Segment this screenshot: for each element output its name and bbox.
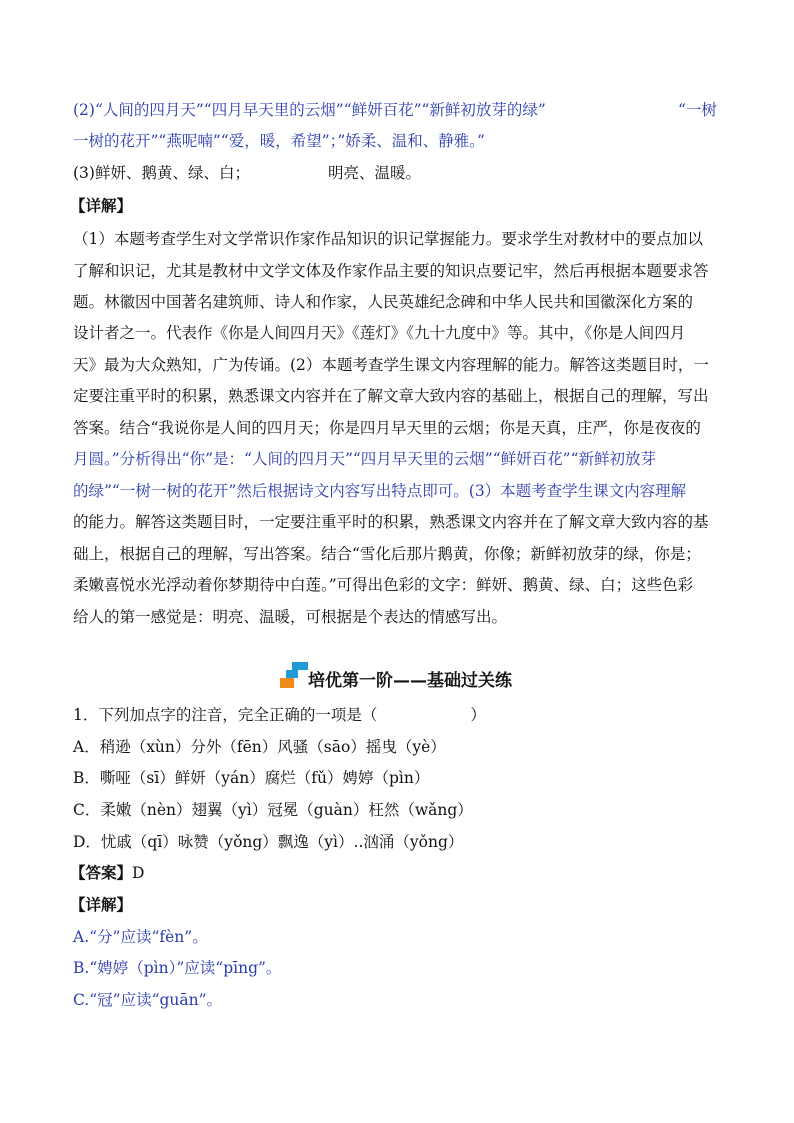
question-stem: 1．下列加点字的注音，完全正确的一项是（ ） <box>73 706 486 724</box>
answer-row <box>70 863 730 883</box>
detail-line-5: 天》最为大众熟知，广为传诵。(2）本题考查学生课文内容理解的能力。解答这类题目时，一 <box>73 356 709 374</box>
option-c: C．柔嫩（nèn）翅翼（yì）冠冕（guàn）枉然（wǎng） <box>73 801 473 819</box>
detail-line-13: 给人的第一感觉是：明亮、温暖，可根据是个表达的情感写出。 <box>73 608 508 626</box>
answer-3-colors: (3)鲜妍、鹅黄、绿、白； <box>73 164 250 182</box>
detail-line-9: 的绿”“一树一树的花开”然后根据诗文内容写出特点即可。(3）本题考查学生课文内容理解 <box>73 482 687 500</box>
answer-2-line-1-tail: “一树 <box>678 101 717 119</box>
detail-line-4: 设计者之一。代表作《你是人间四月天》《莲灯》《九十九度中》等。其中，《你是人间四月 <box>73 324 686 342</box>
question-detail-a: A.“分”应读“fèn”。 <box>73 928 208 946</box>
stairs-logo-icon <box>278 660 310 690</box>
question-detail-c: C.“冠”应读“guān”。 <box>73 991 223 1009</box>
answer-2-line-2: 一树的花开”“燕呢喃”“爱，暖，希望”；”娇柔、温和、静雅。” <box>73 132 485 150</box>
answer-2-line-1 <box>73 100 733 120</box>
option-d: D．忧戚（qī）咏赞（yǒng）飘逸（yì）..汹涌（yǒng） <box>73 833 464 851</box>
answer-2-line-1-text: (2)“人间的四月天”“四月早天里的云烟”“鲜妍百花”“新鲜初放芽的绿” <box>73 101 546 119</box>
question-detail-heading: 【详解】 <box>70 895 133 914</box>
detail-line-11: 础上，根据自己的理解，写出答案。结合“雪化后那片鹅黄，你像；新鲜初放芽的绿，你是； <box>73 545 701 563</box>
detail-line-1: （1）本题考查学生对文学常识作家作品知识的识记掌握能力。要求学生对教材中的要点加以 <box>73 230 703 248</box>
option-b: B．嘶哑（sī）鲜妍（yán）腐烂（fǔ）娉婷（pìn） <box>73 769 430 787</box>
detail-line-7: 答案。结合“我说你是人间的四月天；你是四月早天里的云烟；你是天真，庄严，你是夜夜的 <box>73 419 701 437</box>
section-header <box>278 660 538 696</box>
answer-3-line <box>73 163 733 183</box>
answer-label: 【答案】 <box>70 863 133 882</box>
detail-line-3: 题。林徽因中国著名建筑师、诗人和作家，人民英雄纪念碑和中华人民共和国徽深化方案的 <box>73 293 694 311</box>
question-detail-b: B.“娉婷（pìn）”应读“pīng”。 <box>73 959 282 977</box>
detail-line-6: 定要注重平时的积累，熟悉课文内容并在了解文章大致内容的基础上，根据自己的理解，写出 <box>73 387 709 405</box>
answer-value: D <box>132 864 145 882</box>
section-title: 培优第一阶——基础过关练 <box>308 671 512 691</box>
detail-line-8: 月圆。”分析得出“你”是：“人间的四月天”“四月早天里的云烟”“鲜妍百花”“新鲜初放芽 <box>73 450 656 468</box>
detail-heading: 【详解】 <box>70 196 133 215</box>
detail-line-12: 柔嫩喜悦水光浮动着你梦期待中白莲。”可得出色彩的文字：鲜妍、鹅黄、绿、白；这些色彩 <box>73 576 694 594</box>
detail-line-10: 的能力。解答这类题目时，一定要注重平时的积累，熟悉课文内容并在了解文章大致内容的基 <box>73 513 709 531</box>
answer-3-feeling: 明亮、温暖。 <box>328 164 422 182</box>
option-a: A．稍逊（xùn）分外（fēn）风骚（sāo）摇曳（yè） <box>73 738 446 756</box>
detail-line-2: 了解和识记，尤其是教材中文学文体及作家作品主要的知识点要记牢，然后再根据本题要求答 <box>73 262 709 280</box>
